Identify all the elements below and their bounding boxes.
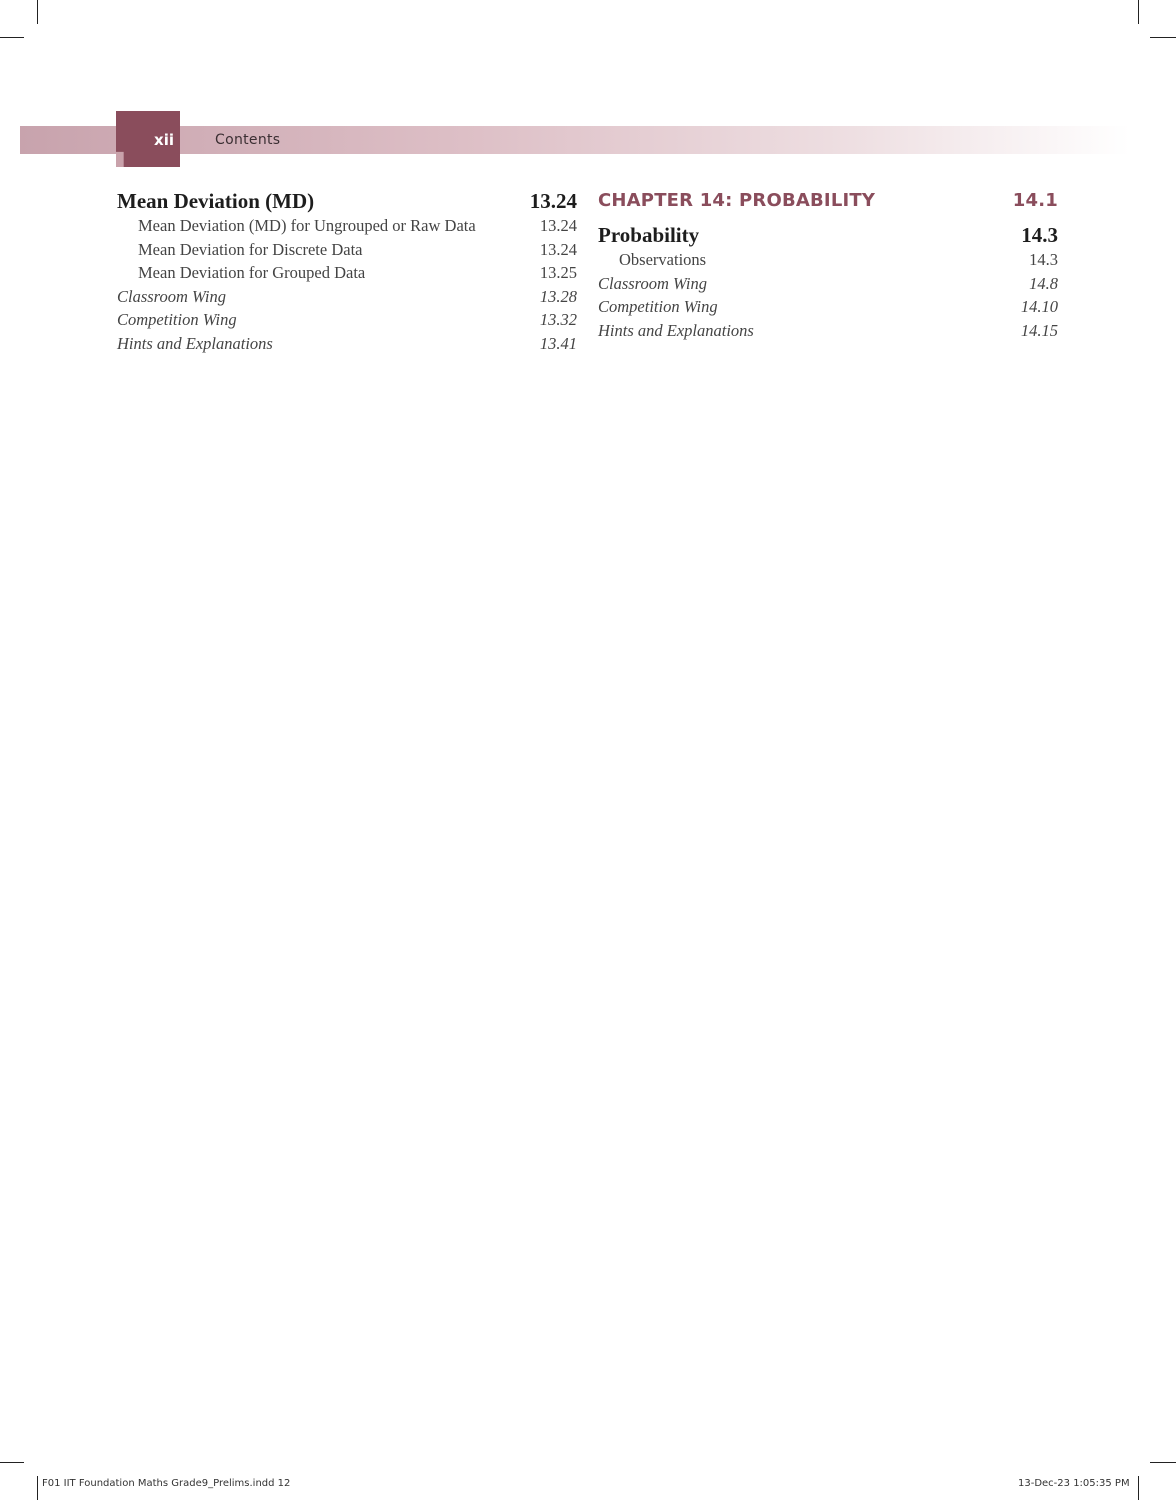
crop-mark (0, 1462, 24, 1463)
toc-entry-section[interactable] (117, 188, 577, 214)
toc-entry-title: Mean Deviation for Discrete Data (138, 239, 363, 259)
toc-left-column (117, 188, 577, 355)
toc-entry-page: 14.10 (1020, 297, 1058, 316)
toc-entry-title: Mean Deviation (MD) for Ungrouped or Raw Data (138, 216, 476, 235)
toc-chapter-heading[interactable] (598, 188, 1058, 214)
toc-entry-page: 13.25 (539, 263, 577, 282)
toc-entry-title: Classroom Wing (117, 286, 226, 306)
toc-entry-subsection[interactable] (117, 261, 577, 285)
toc-entry-page: 13.41 (539, 333, 577, 353)
toc-entry-page: 13.24 (539, 239, 577, 259)
toc-entry-page: 14.3 (1029, 250, 1058, 269)
toc-entry-title: Hints and Explanations (117, 333, 273, 353)
toc-entry-page: 14.8 (1029, 273, 1058, 293)
page-number: xii (154, 131, 174, 149)
footer-file-name: F01 IIT Foundation Maths Grade9_Prelims.indd 12 (42, 1478, 291, 1489)
toc-entry-title: Observations (619, 250, 707, 269)
crop-mark (37, 0, 38, 24)
toc-entry-hints[interactable] (117, 332, 577, 356)
toc-entry-competition-wing[interactable] (117, 308, 577, 332)
toc-entry-competition-wing[interactable] (598, 295, 1058, 319)
toc-entry-title: Mean Deviation (MD) (117, 189, 315, 213)
toc-entry-subsection[interactable] (598, 248, 1058, 272)
toc-right-column (598, 188, 1058, 342)
toc-entry-title: Competition Wing (117, 310, 237, 329)
crop-mark (1138, 0, 1139, 24)
crop-mark (37, 1476, 38, 1500)
toc-entry-title: Mean Deviation for Grouped Data (138, 263, 366, 282)
toc-entry-page: 13.32 (539, 310, 577, 329)
toc-entry-page: 14.15 (1020, 320, 1058, 340)
toc-entry-page: 13.24 (529, 189, 577, 213)
crop-mark (1138, 1476, 1139, 1500)
toc-entry-title: Classroom Wing (598, 273, 707, 293)
toc-entry-hints[interactable] (598, 319, 1058, 343)
toc-entry-title: Probability (598, 223, 700, 247)
toc-entry-title: Hints and Explanations (598, 320, 754, 340)
chapter-page: 14.1 (1012, 190, 1058, 211)
footer-timestamp: 13-Dec-23 1:05:35 PM (1018, 1478, 1130, 1489)
crop-mark (0, 37, 24, 38)
crop-mark (1150, 37, 1176, 38)
chapter-title: CHAPTER 14: PROBABILITY (598, 190, 876, 211)
toc-entry-subsection[interactable] (117, 214, 577, 238)
toc-entry-page: 14.3 (1021, 223, 1058, 247)
running-title: Contents (215, 132, 281, 148)
toc-entry-title: Competition Wing (598, 297, 718, 316)
toc-entry-classroom-wing[interactable] (598, 272, 1058, 296)
toc-entry-section[interactable] (598, 222, 1058, 248)
toc-entry-classroom-wing[interactable] (117, 285, 577, 309)
toc-entry-page: 13.24 (539, 216, 577, 235)
toc-entry-page: 13.28 (539, 286, 577, 306)
toc-entry-subsection[interactable] (117, 238, 577, 262)
crop-mark (1150, 1462, 1176, 1463)
header-tab-shadow (116, 151, 124, 167)
